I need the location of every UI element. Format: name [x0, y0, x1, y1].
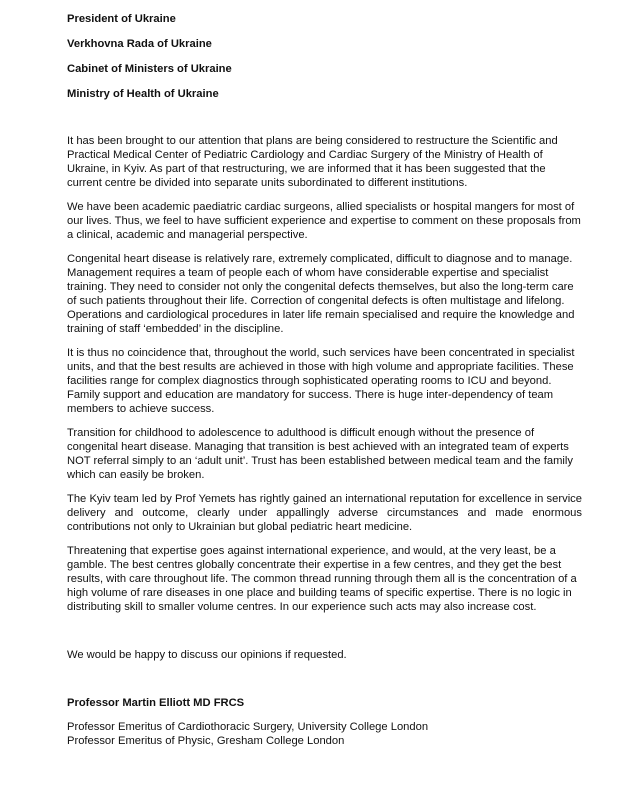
recipient-list: [67, 12, 582, 101]
recipient-president: President of Ukraine: [67, 13, 176, 25]
recipient-verkhovna-rada: Verkhovna Rada of Ukraine: [67, 38, 212, 50]
recipient-ministry-of-health: Ministry of Health of Ukraine: [67, 88, 219, 100]
paragraph-kyiv-team: The Kyiv team led by Prof Yemets has rightly gained an international reputation for excellence in service delivery and outcome, clearly under appallingly adverse circumstances and made enormous contributions not only to Ukrainian but global pediatric heart medicine.: [67, 493, 582, 533]
paragraph-threatening-expertise: Threatening that expertise goes against international experience, and would, at the very least, be a gamble. The best centres globally concentrate their expertise in a few centres, and they get the best results, with care throughout life. The common thread running through them all is the concentration of a high volume of rare diseases in one place and building teams of specific expertise. There is no logic in distributing skill to smaller volume centres. In our experience such acts may also increase cost.: [67, 545, 577, 613]
paragraph-specialist-units: It is thus no coincidence that, throughout the world, such services have been concentrated in specialist units, and that the best results are achieved in those with high volume and appropriate facilities. These facilities range for complex diagnostics through sophisticated operating rooms to ICU and beyond. Family support and education are mandatory for success. There is huge inter-dependency of team members to achieve success.: [67, 347, 575, 415]
paragraph-restructure-plan: It has been brought to our attention that plans are being considered to restructure the Scientific and Practical Medical Center of Pediatric Cardiology and Cardiac Surgery of the Ministry of Health of Ukraine, in Kyiv. As part of that restructuring, we are informed that it has been suggested that the current centre be divided into separate units subordinated to different institutions.: [67, 135, 558, 189]
recipient-cabinet-of-ministers: Cabinet of Ministers of Ukraine: [67, 63, 232, 75]
signature-title-ucl: Professor Emeritus of Cardiothoracic Surgery, University College London: [67, 721, 429, 733]
signature-title-gresham: Professor Emeritus of Physic, Gresham College London: [67, 735, 345, 747]
paragraph-congenital-heart-disease: Congenital heart disease is relatively rare, extremely complicated, difficult to diagnose and to manage. Management requires a team of people each of whom have considerable expertise and specialist training. They need to consider not only the congenital defects themselves, but also the long-term care of such patients throughout their life. Correction of congenital defects is often multistage and lifelong. Operations and cardiological procedures in later life remain specialised and require the knowledge and training of staff ‘embedded’ in the discipline.: [67, 253, 575, 335]
letter-body: [67, 134, 582, 614]
signature-name: Professor Martin Elliott MD FRCS: [67, 697, 245, 709]
paragraph-transition-care: Transition for childhood to adolescence to adulthood is difficult enough without the presence of congenital heart disease. Managing that transition is best achieved with an integrated team of experts NOT referral simply to an ‘adult unit’. Trust has been established between medical team and the family which can easily be broken.: [67, 427, 573, 481]
closing-line: We would be happy to discuss our opinions if requested.: [67, 649, 347, 661]
paragraph-authors-experience: We have been academic paediatric cardiac surgeons, allied specialists or hospital mangers for most of our lives. Thus, we feel to have sufficient experience and expertise to comment on these proposals from a clinical, academic and managerial perspective.: [67, 201, 581, 241]
